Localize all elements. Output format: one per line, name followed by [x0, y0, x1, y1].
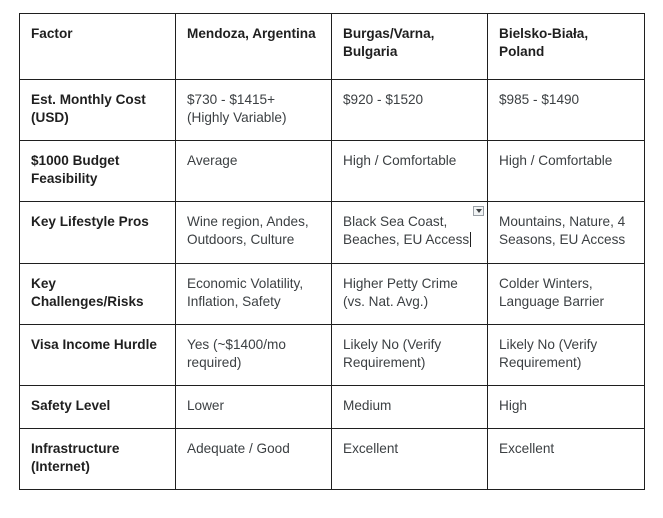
row-label-lifestyle-pros: Key Lifestyle Pros [20, 202, 176, 264]
table-row [20, 429, 645, 490]
table-cell: High [488, 386, 645, 429]
table-cell: Yes (~$1400/mo required) [176, 325, 332, 386]
chevron-down-icon[interactable] [473, 206, 484, 216]
table-cell: Excellent [332, 429, 488, 490]
table-cell: Wine region, Andes, Outdoors, Culture [176, 202, 332, 264]
table-cell: Lower [176, 386, 332, 429]
comparison-table [19, 13, 645, 490]
table-cell: Adequate / Good [176, 429, 332, 490]
table-cell: Medium [332, 386, 488, 429]
row-label-infrastructure: Infrastructure (Internet) [20, 429, 176, 490]
header-bielsko-biala: Bielsko-Biała, Poland [488, 14, 645, 80]
table-cell: High / Comfortable [332, 141, 488, 202]
table-cell-text: Black Sea Coast, Beaches, EU Access [343, 214, 470, 247]
table-cell: High / Comfortable [488, 141, 645, 202]
comparison-table-container [19, 13, 644, 490]
table-cell: $985 - $1490 [488, 80, 645, 141]
table-row [20, 141, 645, 202]
row-label-budget-feasibility: $1000 Budget Feasibility [20, 141, 176, 202]
table-cell: Excellent [488, 429, 645, 490]
row-label-safety-level: Safety Level [20, 386, 176, 429]
header-burgas-varna: Burgas/Varna, Bulgaria [332, 14, 488, 80]
header-factor: Factor [20, 14, 176, 80]
table-row [20, 325, 645, 386]
table-cell: Likely No (Verify Requirement) [488, 325, 645, 386]
table-header-row [20, 14, 645, 80]
table-cell: Average [176, 141, 332, 202]
text-cursor [470, 232, 471, 247]
row-label-challenges-risks: Key Challenges/Risks [20, 264, 176, 325]
table-cell: Economic Volatility, Inflation, Safety [176, 264, 332, 325]
table-cell: $730 - $1415+ (Highly Variable) [176, 80, 332, 141]
row-label-visa-income: Visa Income Hurdle [20, 325, 176, 386]
table-cell: Higher Petty Crime (vs. Nat. Avg.) [332, 264, 488, 325]
table-row [20, 80, 645, 141]
table-cell: Mountains, Nature, 4 Seasons, EU Access [488, 202, 645, 264]
table-cell-active[interactable] [332, 202, 488, 264]
table-cell: $920 - $1520 [332, 80, 488, 141]
table-row [20, 202, 645, 264]
row-label-monthly-cost: Est. Monthly Cost (USD) [20, 80, 176, 141]
table-cell: Likely No (Verify Requirement) [332, 325, 488, 386]
header-mendoza: Mendoza, Argentina [176, 14, 332, 80]
table-row [20, 264, 645, 325]
table-row [20, 386, 645, 429]
table-cell: Colder Winters, Language Barrier [488, 264, 645, 325]
